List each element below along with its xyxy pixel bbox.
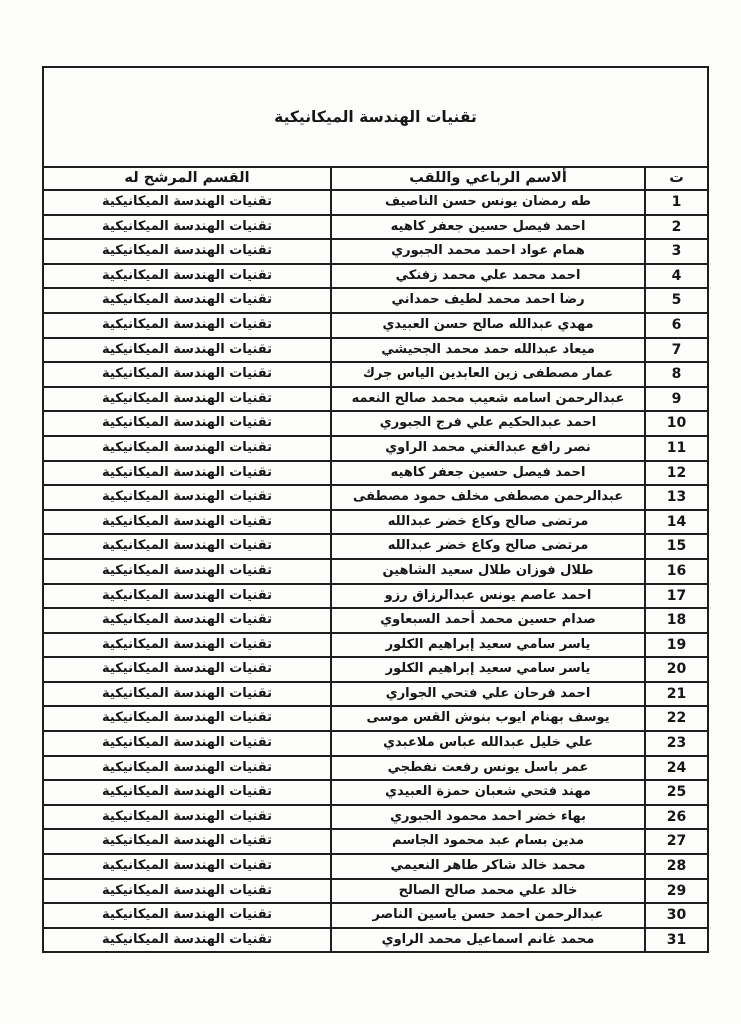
row-department: تقنيات الهندسة الميكانيكية [43,584,331,609]
row-department: تقنيات الهندسة الميكانيكية [43,239,331,264]
row-full-name: خالد علي محمد صالح الصالح [331,879,645,904]
table-row [43,264,708,289]
row-department: تقنيات الهندسة الميكانيكية [43,756,331,781]
row-full-name: ياسر سامي سعيد إبراهيم الكلور [331,633,645,658]
row-full-name: مرتضى صالح وكاع خضر عبدالله [331,510,645,535]
row-index: 31 [645,928,708,953]
row-full-name: عمار مصطفى زين العابدين الياس جرك [331,362,645,387]
row-index: 2 [645,215,708,240]
table-row [43,461,708,486]
table-row [43,485,708,510]
table-row [43,510,708,535]
table-row [43,338,708,363]
row-index: 27 [645,829,708,854]
row-department: تقنيات الهندسة الميكانيكية [43,805,331,830]
document-title: تقنيات الهندسة الميكانيكية [43,67,708,167]
row-full-name: ياسر سامي سعيد إبراهيم الكلور [331,657,645,682]
row-department: تقنيات الهندسة الميكانيكية [43,780,331,805]
row-department: تقنيات الهندسة الميكانيكية [43,313,331,338]
row-full-name: مدين بسام عبد محمود الجاسم [331,829,645,854]
row-index: 11 [645,436,708,461]
row-department: تقنيات الهندسة الميكانيكية [43,731,331,756]
table-row [43,756,708,781]
row-full-name: طه رمضان يونس حسن الناصيف [331,190,645,215]
table-row [43,559,708,584]
row-full-name: يوسف بهنام ايوب بنوش القس موسى [331,706,645,731]
table-row [43,854,708,879]
row-full-name: احمد عبدالحكيم علي فرج الجبوري [331,411,645,436]
row-full-name: طلال فوزان طلال سعيد الشاهين [331,559,645,584]
row-department: تقنيات الهندسة الميكانيكية [43,534,331,559]
row-index: 25 [645,780,708,805]
row-index: 21 [645,682,708,707]
row-index: 30 [645,903,708,928]
row-index: 20 [645,657,708,682]
row-index: 14 [645,510,708,535]
row-index: 24 [645,756,708,781]
row-department: تقنيات الهندسة الميكانيكية [43,510,331,535]
row-full-name: صدام حسين محمد أحمد السبعاوي [331,608,645,633]
row-full-name: احمد محمد علي محمد زفنكي [331,264,645,289]
table-row [43,534,708,559]
table-row [43,903,708,928]
table-row [43,362,708,387]
row-index: 8 [645,362,708,387]
row-department: تقنيات الهندسة الميكانيكية [43,288,331,313]
row-full-name: بهاء خضر احمد محمود الجبوري [331,805,645,830]
row-index: 13 [645,485,708,510]
row-department: تقنيات الهندسة الميكانيكية [43,559,331,584]
row-full-name: همام عواد احمد محمد الجبوري [331,239,645,264]
row-full-name: نصر رافع عبدالغني محمد الراوي [331,436,645,461]
row-department: تقنيات الهندسة الميكانيكية [43,436,331,461]
row-department: تقنيات الهندسة الميكانيكية [43,657,331,682]
row-index: 12 [645,461,708,486]
title-row [43,67,708,167]
row-department: تقنيات الهندسة الميكانيكية [43,264,331,289]
row-index: 6 [645,313,708,338]
row-department: تقنيات الهندسة الميكانيكية [43,928,331,953]
table-row [43,879,708,904]
row-index: 18 [645,608,708,633]
table-row [43,657,708,682]
row-index: 23 [645,731,708,756]
row-department: تقنيات الهندسة الميكانيكية [43,387,331,412]
row-department: تقنيات الهندسة الميكانيكية [43,362,331,387]
table-row [43,215,708,240]
row-full-name: عبدالرحمن مصطفى مخلف حمود مصطفى [331,485,645,510]
table-row [43,829,708,854]
row-full-name: محمد غانم اسماعيل محمد الراوي [331,928,645,953]
row-full-name: محمد خالد شاكر طاهر النعيمي [331,854,645,879]
row-index: 5 [645,288,708,313]
row-department: تقنيات الهندسة الميكانيكية [43,682,331,707]
row-department: تقنيات الهندسة الميكانيكية [43,608,331,633]
row-full-name: مهدي عبدالله صالح حسن العبيدي [331,313,645,338]
row-department: تقنيات الهندسة الميكانيكية [43,215,331,240]
table-row [43,584,708,609]
column-header-full-name: ألاسم الرباعي واللقب [331,167,645,190]
row-department: تقنيات الهندسة الميكانيكية [43,879,331,904]
row-department: تقنيات الهندسة الميكانيكية [43,854,331,879]
row-index: 28 [645,854,708,879]
row-index: 29 [645,879,708,904]
table-row [43,239,708,264]
row-index: 4 [645,264,708,289]
column-header-index: ت [645,167,708,190]
row-department: تقنيات الهندسة الميكانيكية [43,903,331,928]
row-index: 9 [645,387,708,412]
row-index: 15 [645,534,708,559]
row-full-name: احمد فرحان علي فتحي الجواري [331,682,645,707]
table-row [43,436,708,461]
table-row [43,706,708,731]
row-department: تقنيات الهندسة الميكانيكية [43,485,331,510]
row-index: 1 [645,190,708,215]
row-index: 16 [645,559,708,584]
column-header-department: القسم المرشح له [43,167,331,190]
row-department: تقنيات الهندسة الميكانيكية [43,461,331,486]
row-full-name: عمر باسل يونس رفعت نفطجي [331,756,645,781]
row-department: تقنيات الهندسة الميكانيكية [43,411,331,436]
row-full-name: ميعاد عبدالله حمد محمد الجحيشي [331,338,645,363]
table-row [43,608,708,633]
table-row [43,633,708,658]
row-index: 17 [645,584,708,609]
table-row [43,190,708,215]
row-full-name: مهند فتحي شعبان حمزة العبيدي [331,780,645,805]
row-department: تقنيات الهندسة الميكانيكية [43,633,331,658]
candidates-roster-table [42,66,709,953]
table-row [43,805,708,830]
row-department: تقنيات الهندسة الميكانيكية [43,829,331,854]
row-department: تقنيات الهندسة الميكانيكية [43,338,331,363]
row-full-name: احمد فيصل حسين جعفر كاهيه [331,461,645,486]
table-row [43,387,708,412]
table-row [43,780,708,805]
row-full-name: عبدالرحمن احمد حسن ياسين الناصر [331,903,645,928]
row-full-name: احمد عاصم يونس عبدالرزاق رزو [331,584,645,609]
row-full-name: رضا احمد محمد لطيف حمداني [331,288,645,313]
table-row [43,928,708,953]
row-index: 22 [645,706,708,731]
row-department: تقنيات الهندسة الميكانيكية [43,190,331,215]
row-index: 10 [645,411,708,436]
row-index: 3 [645,239,708,264]
row-index: 26 [645,805,708,830]
row-full-name: مرتضى صالح وكاع خضر عبدالله [331,534,645,559]
row-full-name: عبدالرحمن اسامه شعيب محمد صالح النعمه [331,387,645,412]
table-row [43,731,708,756]
table-row [43,682,708,707]
row-department: تقنيات الهندسة الميكانيكية [43,706,331,731]
table-row [43,313,708,338]
row-full-name: علي خليل عبدالله عباس ملاعبدي [331,731,645,756]
table-row [43,411,708,436]
row-index: 19 [645,633,708,658]
table-row [43,288,708,313]
row-index: 7 [645,338,708,363]
row-full-name: احمد فيصل حسين جعفر كاهيه [331,215,645,240]
table-header-row [43,167,708,190]
